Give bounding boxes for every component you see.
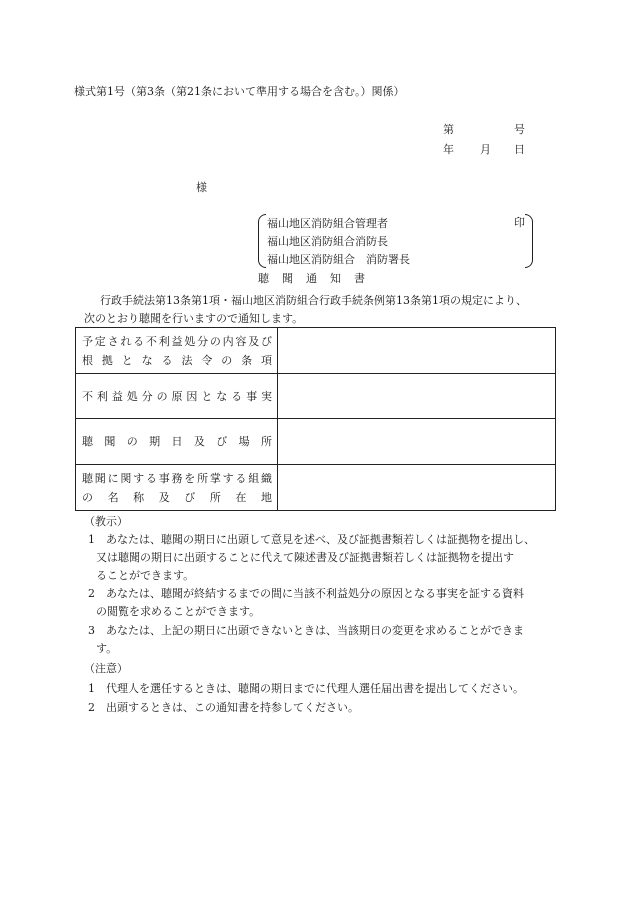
row-label-date-place: [76, 419, 278, 465]
sender-line-fire-chief: 福山地区消防組合消防長: [267, 235, 388, 248]
left-bracket: [258, 214, 266, 268]
row-value-cause[interactable]: [278, 374, 556, 419]
row-value-organization[interactable]: [278, 465, 556, 511]
instruction-line: す。: [96, 642, 118, 655]
row-label-line: 予定される不利益処分の内容及び: [82, 334, 272, 348]
number-suffix: 号: [514, 123, 525, 136]
row-value-disposition[interactable]: [278, 328, 556, 374]
row-label-line: 聴聞の期日及び場所: [82, 435, 272, 448]
document-title: 聴聞通知書: [258, 272, 378, 285]
instruction-line: 2 あなたは、聴聞が終結するまでの間に当該不利益処分の原因となる事実を証する資料: [88, 587, 524, 600]
instruction-line: 又は聴聞の期日に出頭することに代えて陳述書及び証拠書類若しくは証拠物を提出す: [96, 551, 514, 564]
note-line: 1 代理人を選任するときは、聴聞の期日までに代理人選任届出書を提出してください。: [88, 682, 524, 695]
row-label-organization: [76, 465, 278, 511]
instructions-heading: （教示）: [84, 515, 128, 528]
seal-mark: 印: [514, 216, 525, 229]
row-label-line: の名称及び所在地: [82, 490, 272, 504]
instruction-line: の閲覧を求めることができます。: [96, 605, 261, 618]
instruction-line: ることができます。: [96, 569, 195, 582]
date-month: 月: [480, 143, 491, 156]
hearing-details-table: [75, 327, 556, 511]
intro-line-1: 行政手続法第13条第1項・福山地区消防組合行政手続条例第13条第1項の規定により、: [100, 294, 527, 307]
row-label-line: 根拠となる法令の条項: [82, 353, 272, 367]
row-label-line: 不利益処分の原因となる事実: [82, 389, 272, 403]
sender-line-station-chief: 福山地区消防組合 消防署長: [267, 253, 410, 266]
table-row: [76, 328, 556, 374]
instruction-line: 3 あなたは、上記の期日に出頭できないときは、当該期日の変更を求めることができま: [88, 624, 524, 637]
instruction-line: 1 あなたは、聴聞の期日に出頭して意見を述べ、及び証拠書類若しくは証拠物を提出し、: [88, 533, 535, 546]
table-row: [76, 465, 556, 511]
date-line: [443, 143, 525, 156]
row-label-cause: [76, 374, 278, 419]
document-number-line: [443, 123, 525, 136]
sender-line-manager: 福山地区消防組合管理者: [267, 217, 388, 230]
addressee-suffix: 様: [196, 181, 207, 194]
table-row: [76, 374, 556, 419]
notes-heading: （注意）: [84, 662, 128, 675]
table-row: [76, 419, 556, 465]
row-label-disposition: [76, 328, 278, 374]
right-bracket: [525, 214, 533, 268]
form-header: 様式第1号（第3条（第21条において準用する場合を含む。）関係）: [74, 85, 405, 98]
date-day: 日: [514, 143, 525, 156]
row-value-date-place[interactable]: [278, 419, 556, 465]
note-line: 2 出頭するときは、この通知書を持参してください。: [88, 701, 359, 714]
row-label-line: 聴聞に関する事務を所掌する組織: [82, 471, 272, 485]
sender-block: [258, 212, 533, 267]
intro-line-2: 次のとおり聴聞を行いますので通知します。: [84, 312, 304, 325]
date-year: 年: [443, 143, 454, 156]
number-prefix: 第: [443, 123, 454, 136]
